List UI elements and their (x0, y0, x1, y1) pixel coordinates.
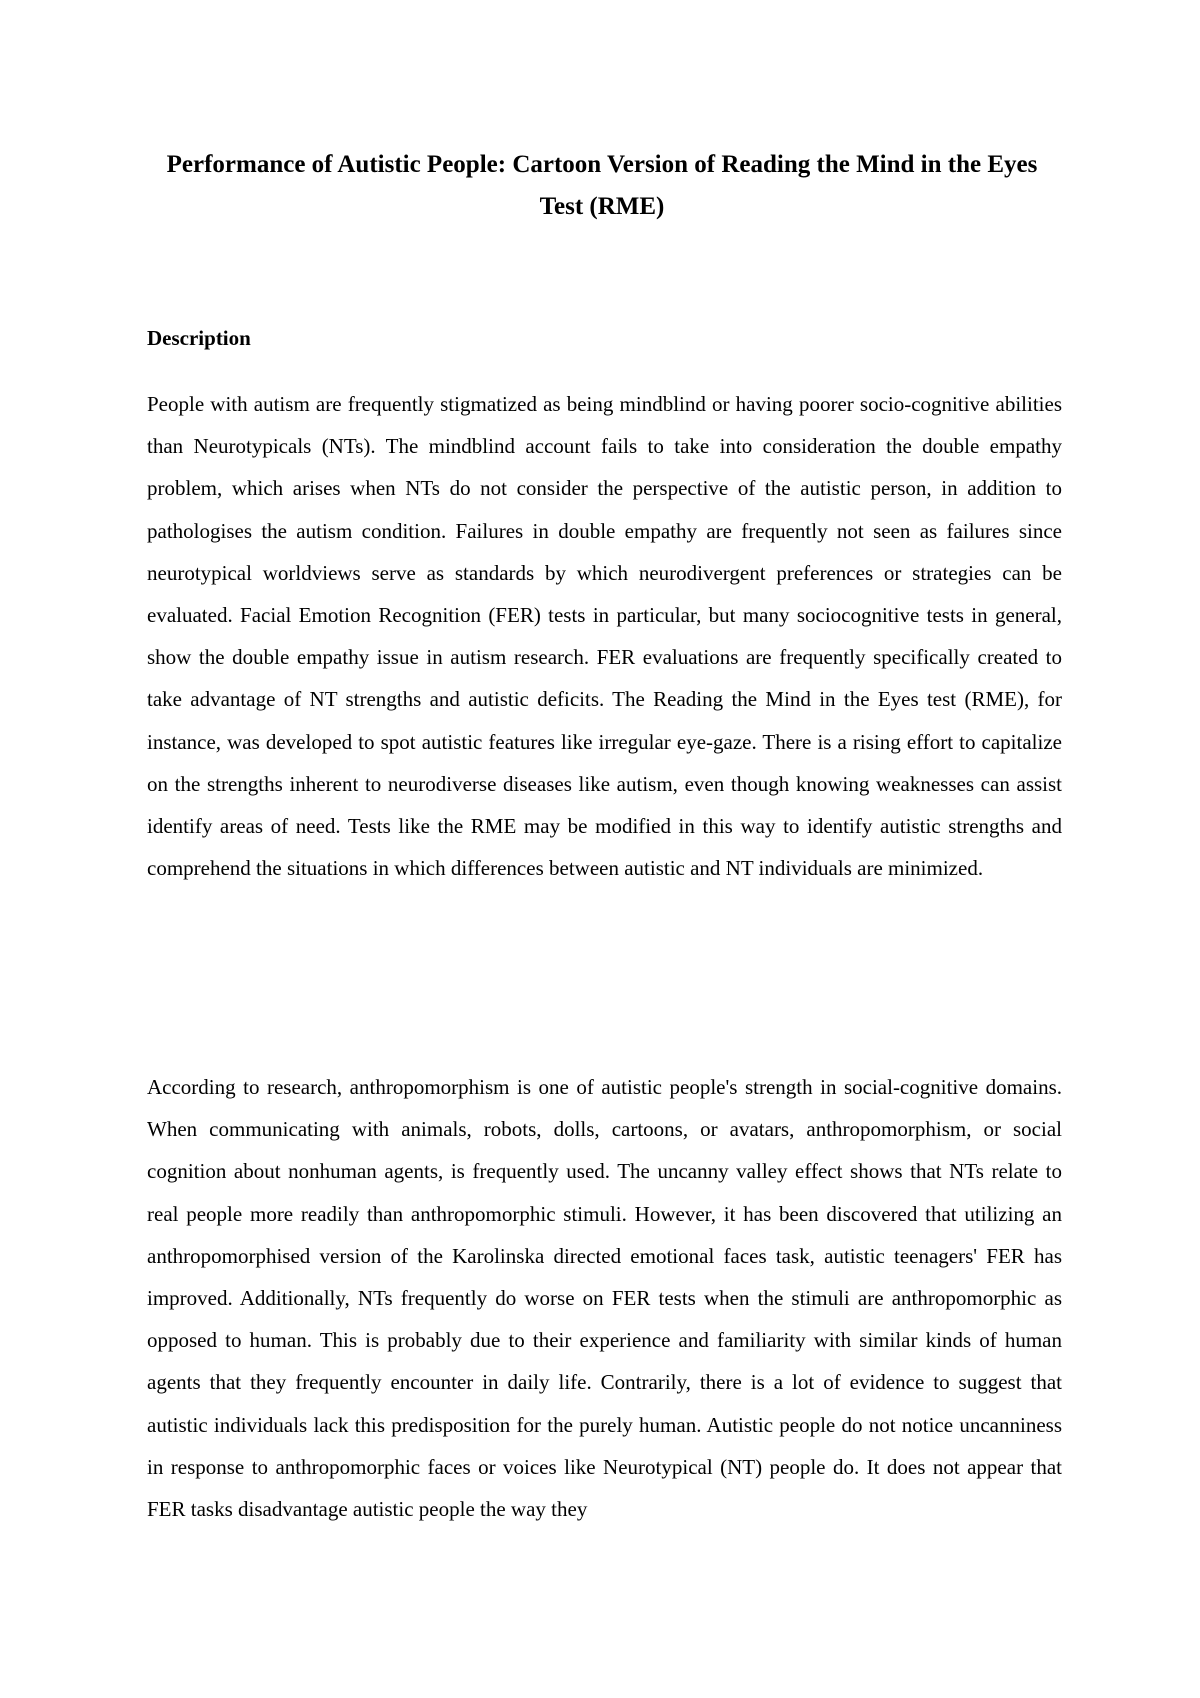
section-heading-description: Description (147, 326, 251, 350)
body-paragraph-1: People with autism are frequently stigmatized as being mindblind or having poorer socio-cognitive abilities than Neurotypicals (NTs). The mindblind account fails to take into consideration the double empathy problem, which arises when NTs do not consider the perspective of the autistic person, in addition to pathologises the autism condition. Failures in double empathy are frequently not seen as failures since neurotypical worldviews serve as standards by which neurodivergent preferences or strategies can be evaluated. Facial Emotion Recognition (FER) tests in particular, but many sociocognitive tests in general, show the double empathy issue in autism research. FER evaluations are frequently specifically created to take advantage of NT strengths and autistic deficits. The Reading the Mind in the Eyes test (RME), for instance, was developed to spot autistic features like irregular eye-gaze. There is a rising effort to capitalize on the strengths inherent to neurodiverse diseases like autism, even though knowing weaknesses can assist identify areas of need. Tests like the RME may be modified in this way to identify autistic strengths and comprehend the situations in which differences between autistic and NT individuals are minimized. (147, 392, 1062, 881)
document-title: Performance of Autistic People: Cartoon Version of Reading the Mind in the Eyes Test (RME) (166, 151, 1038, 220)
body-paragraph-2: According to research, anthropomorphism is one of autistic people's strength in social-cognitive domains. When communicating with animals, robots, dolls, cartoons, or avatars, anthropomorphism, or social cognition about nonhuman agents, is frequently used. The uncanny valley effect shows that NTs relate to real people more readily than anthropomorphic stimuli. However, it has been discovered that utilizing an anthropomorphised version of the Karolinska directed emotional faces task, autistic teenagers' FER has improved. Additionally, NTs frequently do worse on FER tests when the stimuli are anthropomorphic as opposed to human. This is probably due to their experience and familiarity with similar kinds of human agents that they frequently encounter in daily life. Contrarily, there is a lot of evidence to suggest that autistic individuals lack this predisposition for the purely human. Autistic people do not notice uncanniness in response to anthropomorphic faces or voices like Neurotypical (NT) people do. It does not appear that FER tasks disadvantage autistic people the way they (147, 1075, 1062, 1522)
